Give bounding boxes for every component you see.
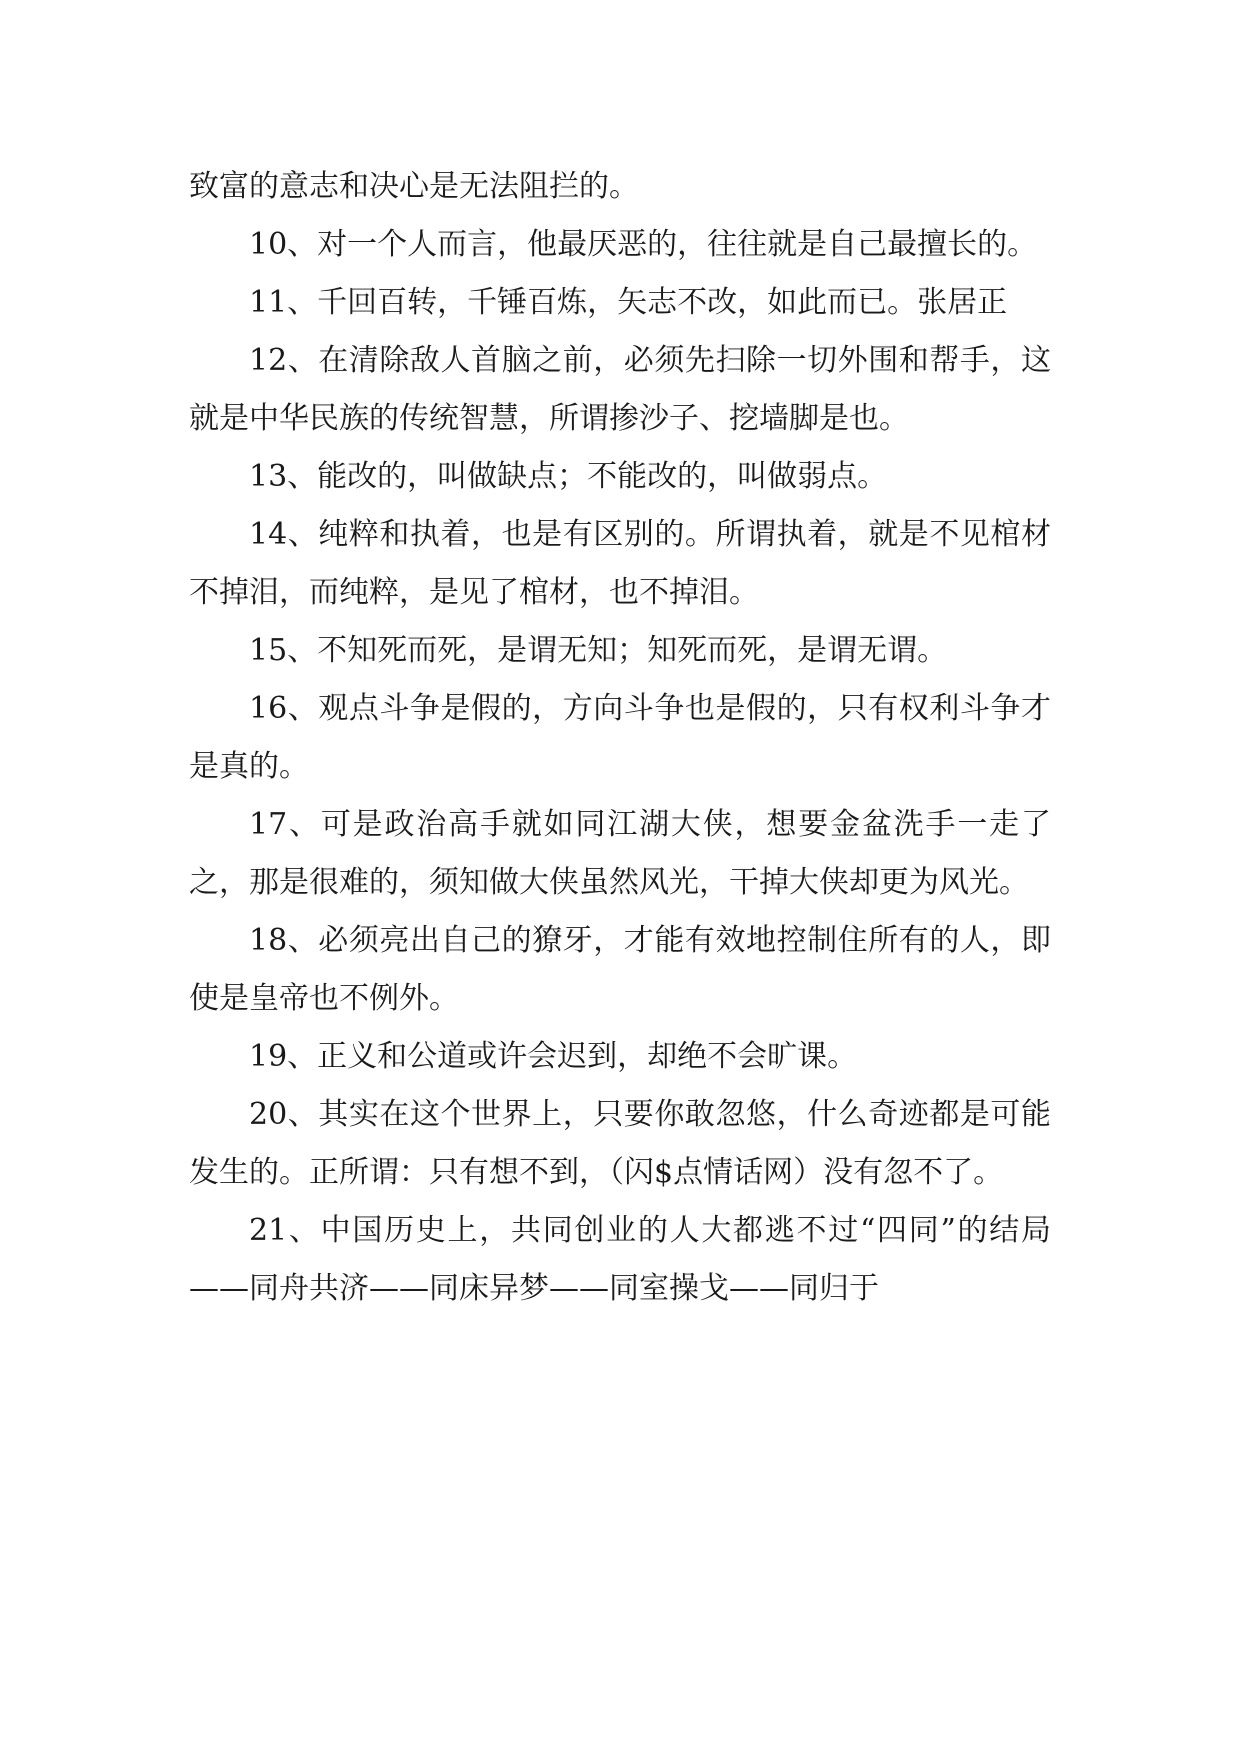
paragraph-17: 17、可是政治高手就如同江湖大侠，想要金盆洗手一走了之，那是很难的，须知做大侠虽然风光，干掉大侠却更为风光。 [189, 807, 1051, 900]
paragraph-20: 20、其实在这个世界上，只要你敢忽悠，什么奇迹都是可能发生的。正所谓：只有想不到，（闪$点情话网）没有忽不了。 [189, 1097, 1051, 1190]
paragraph-10: 10、对一个人而言，他最厌恶的，往往就是自己最擅长的。 [249, 227, 1038, 262]
paragraph-15: 15、不知死而死，是谓无知；知死而死，是谓无谓。 [249, 633, 948, 668]
paragraph-11: 11、千回百转，千锤百炼，矢志不改，如此而已。张居正 [249, 285, 1008, 320]
paragraph-16: 16、观点斗争是假的，方向斗争也是假的，只有权利斗争才是真的。 [189, 691, 1051, 784]
paragraph-13: 13、能改的，叫做缺点；不能改的，叫做弱点。 [249, 459, 888, 494]
paragraph-21: 21、中国历史上，共同创业的人大都逃不过“四同”的结局——同舟共济——同床异梦——同室操戈——同归于 [189, 1213, 1051, 1306]
document-body [189, 158, 1051, 1318]
paragraph-12: 12、在清除敌人首脑之前，必须先扫除一切外围和帮手，这就是中华民族的传统智慧，所谓掺沙子、挖墙脚是也。 [189, 343, 1051, 436]
paragraph-18: 18、必须亮出自己的獠牙，才能有效地控制住所有的人，即使是皇帝也不例外。 [189, 923, 1051, 1016]
paragraph-continuation: 致富的意志和决心是无法阻拦的。 [189, 169, 639, 204]
paragraph-14: 14、纯粹和执着，也是有区别的。所谓执着，就是不见棺材不掉泪，而纯粹，是见了棺材，也不掉泪。 [189, 517, 1051, 610]
paragraph-19: 19、正义和公道或许会迟到，却绝不会旷课。 [249, 1039, 858, 1074]
